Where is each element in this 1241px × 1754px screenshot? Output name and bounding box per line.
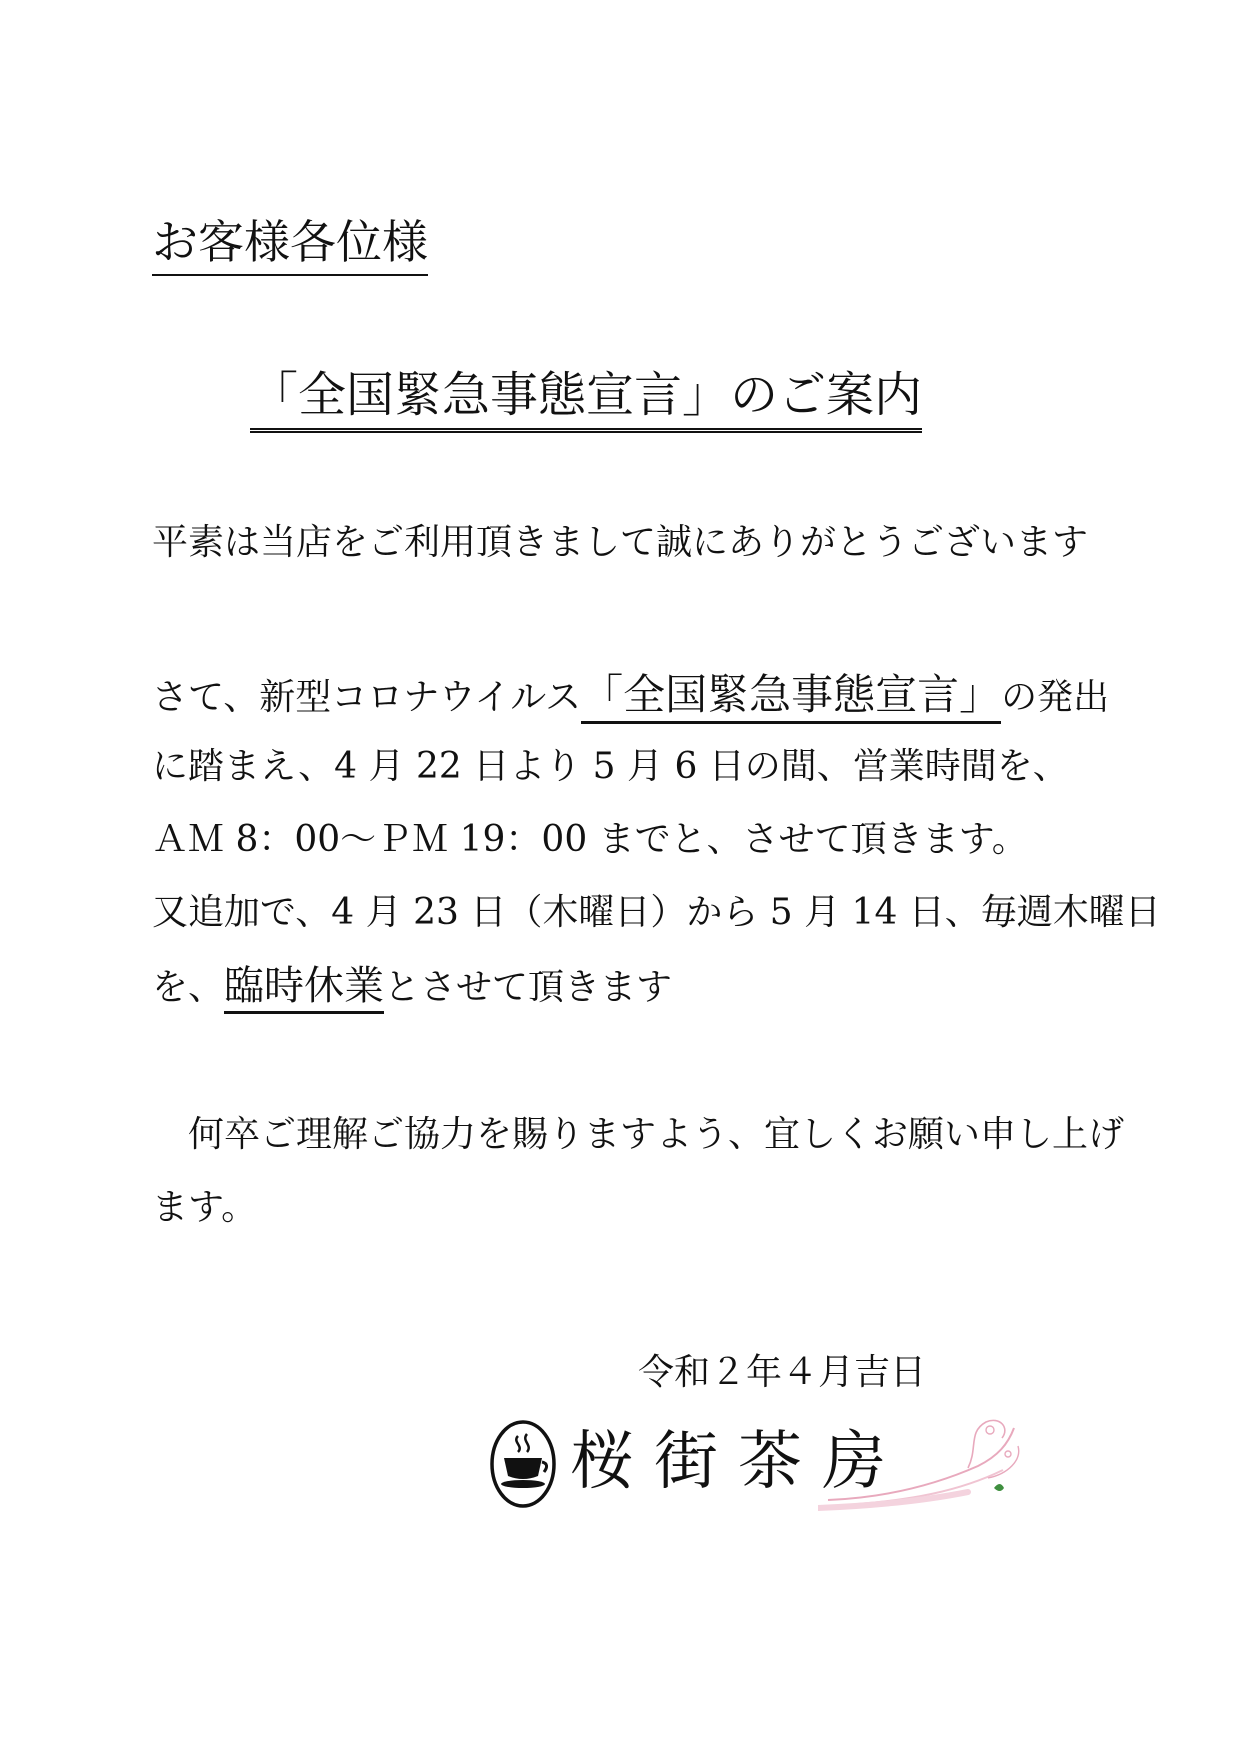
body-line-4: 又追加で、4 月 23 日（木曜日）から 5 月 14 日、毎週木曜日 [152, 892, 1161, 933]
shop-name: 桜街茶房 [570, 1425, 906, 1499]
closing-line-1: 何卒ご理解ご協力を賜りますよう、宜しくお願い申し上げ [152, 1114, 1125, 1155]
shop-logo [488, 1408, 1028, 1518]
salutation: お客様各位様 [152, 212, 428, 276]
issue-date: 令和２年４月吉日 [638, 1352, 927, 1393]
body-line-1 [152, 670, 1109, 723]
body-line-3: ＡＭ 8：00～ＰＭ 19：00 までと、させて頂きます。 [152, 819, 1028, 860]
body-line-5-post: とさせて頂きます [384, 967, 673, 1008]
cherry-blossom-flourish [818, 1408, 1028, 1514]
body-line-1-post: の発出 [1001, 677, 1110, 718]
body-line-2: に踏まえ、4 月 22 日より 5 月 6 日の間、営業時間を、 [152, 746, 1069, 787]
greeting-line: 平素は当店をご利用頂きまして誠にありがとうございます [152, 522, 1089, 563]
coffee-cup-icon [488, 1414, 558, 1510]
emergency-declaration-emphasis: 「全国緊急事態宣言」 [581, 670, 1001, 724]
notice-title: 「全国緊急事態宣言」のご案内 [250, 364, 922, 433]
body-line-5 [152, 961, 672, 1013]
closing-line-2: ます。 [152, 1187, 258, 1228]
body-line-1-pre: さて、新型コロナウイルス [152, 677, 582, 718]
temporary-closure-emphasis: 臨時休業 [224, 963, 384, 1014]
body-line-5-pre: を、 [152, 967, 225, 1008]
